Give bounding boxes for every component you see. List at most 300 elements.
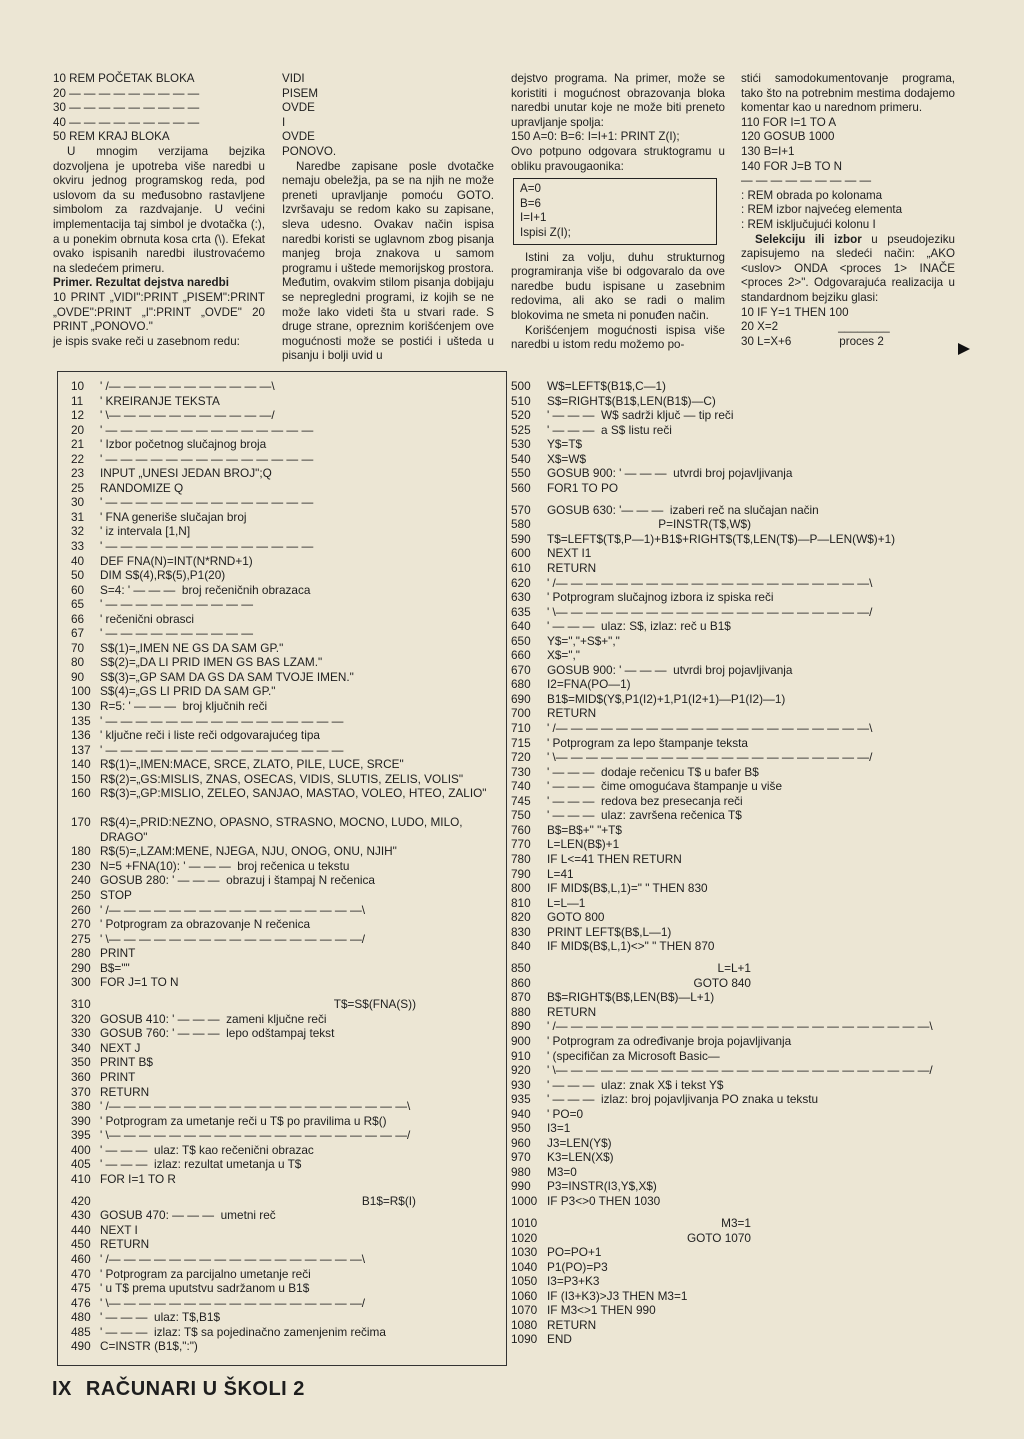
statement: ' Potprogram za obrazovanje N rečenica	[100, 917, 311, 932]
listing-line	[511, 990, 951, 1005]
listing-line	[511, 1049, 951, 1064]
code-line: B=6	[520, 196, 541, 210]
line-number: 66	[71, 611, 85, 626]
statement: B$=B$+" "+T$	[547, 822, 622, 837]
statement: IF MID$(B$,L,1)<>" " THEN 870	[547, 939, 715, 954]
line-number: 275	[71, 931, 91, 946]
statement: PRINT B$	[100, 1055, 153, 1070]
statement: S$(4)=„GS LI PRID DA SAM GP."	[100, 684, 276, 699]
code-line: : REM izbor najvećeg elementa	[741, 203, 903, 217]
line-number: 850	[511, 961, 531, 976]
listing-line	[71, 1157, 496, 1172]
listing-line	[511, 379, 951, 394]
code-line: PISEM	[282, 86, 319, 100]
listing-line	[511, 1260, 951, 1275]
line-number: 745	[511, 793, 531, 808]
statement: ' — — — — — — — — — — — — — —	[100, 422, 314, 437]
listing-line	[71, 815, 496, 844]
line-number: 25	[71, 480, 85, 495]
listing-line	[71, 1128, 496, 1143]
example-label: Primer.	[53, 276, 93, 290]
listing-line	[511, 1005, 951, 1020]
selection-text: u pseudojeziku zapisujemo na sledeći način: „AKO <uslov> ONDA <proces 1> INAČE <proces 2>". Odgovarajuća realizacija u standardnom bejziku glasi:	[741, 232, 955, 304]
statement: ' /— — — — — — — — — — — — — — — — —\	[100, 1251, 366, 1266]
statement: ' /— — — — — — — — — — — — — — — — — — — —\	[100, 1099, 411, 1114]
statement: I2=FNA(PO—1)	[547, 677, 631, 692]
statement: ' Potprogram za parcijalno umetanje reči	[100, 1266, 311, 1281]
statement: ' Izbor početnog slučajnog broja	[100, 437, 267, 452]
line-number: 610	[511, 561, 531, 576]
line-number: 485	[71, 1324, 91, 1339]
statement: ' — — — ulaz: završena rečenica T$	[547, 808, 742, 823]
statement: NEXT I	[100, 1222, 138, 1237]
line-number: 90	[71, 669, 85, 684]
listing-line	[71, 452, 496, 467]
listing-line	[71, 1296, 496, 1311]
listing-line	[71, 495, 496, 510]
listing-line	[511, 721, 951, 736]
line-number: 635	[511, 604, 531, 619]
line-number: 430	[71, 1208, 91, 1223]
statement: ' — — — čime omogućava štampanje u više	[547, 779, 783, 794]
statement: GOSUB 470: — — — umetni reč	[100, 1208, 276, 1223]
line-number: 715	[511, 735, 531, 750]
statement: I3=P3+K3	[547, 1274, 600, 1289]
line-number: 230	[71, 858, 91, 873]
code-line: : REM obrada po kolonama	[741, 188, 883, 202]
statement: R$(2)=„GS:MISLIS, ZNAS, OSECAS, VIDIS, SLUTIS, ZELIS, VOLIS"	[100, 771, 464, 786]
listing-line	[511, 837, 951, 852]
line-number: 33	[71, 539, 85, 554]
listing-line	[511, 394, 951, 409]
statement: L=L—1	[547, 895, 586, 910]
listing-line	[511, 736, 951, 751]
listing-line	[511, 517, 951, 532]
line-number: 136	[71, 728, 91, 743]
code-line: — — — — — — — — —	[741, 174, 872, 188]
listing-line	[71, 1223, 496, 1238]
line-number: 130	[71, 699, 91, 714]
statement: R$(1)=„IMEN:MACE, SRCE, ZLATO, PILE, LUCE, SRCE"	[100, 757, 404, 772]
listing-line	[71, 728, 496, 743]
statement: IF (I3+K3)>J3 THEN M3=1	[547, 1288, 688, 1303]
listing-line	[511, 481, 951, 496]
listing-line	[511, 1165, 951, 1180]
text-column-4	[741, 72, 955, 349]
statement: RANDOMIZE Q	[100, 480, 184, 495]
listing-line	[511, 1121, 951, 1136]
line-number: 790	[511, 866, 531, 881]
statement: ' /— — — — — — — — — — —\	[100, 379, 275, 393]
listing-line	[71, 554, 496, 569]
statement: T$=S$(FNA(S))	[333, 997, 416, 1012]
statement: M3=0	[547, 1164, 577, 1179]
line-number: 870	[511, 990, 531, 1005]
statement: GOSUB 900: ' — — — utvrdi broj pojavljivanja	[547, 466, 793, 481]
paragraph: Ovo potpuno odgovara struktogramu u obliku pravougaonika:	[511, 144, 725, 173]
listing-line	[511, 867, 951, 882]
listing-line	[71, 1267, 496, 1282]
statement: ' — — — ulaz: T$ kao rečenični obrazac	[100, 1142, 314, 1157]
listing-line	[511, 1332, 951, 1347]
line-number: 390	[71, 1113, 91, 1128]
paragraph: Istini za volju, duhu strukturnog programiranja više bi odgovaralo da ove naredbe budu ispisane u zasebnim redovima, ali ako se radi o malim blokovima ne smeta ni ponuđen način.	[511, 250, 725, 322]
listing-line	[71, 1310, 496, 1325]
listing-line	[71, 714, 496, 729]
statement: IF M3<>1 THEN 990	[547, 1303, 656, 1318]
listing-line	[71, 466, 496, 481]
listing-line	[71, 539, 496, 554]
line-number: 990	[511, 1179, 531, 1194]
line-number: 830	[511, 924, 531, 939]
statement: ' Potprogram za određivanje broja pojavljivanja	[547, 1033, 792, 1048]
paragraph: stići samodokumentovanje programa, tako što na potrebnim mestima dodajemo komentar kao u narednom primeru.	[741, 72, 955, 115]
statement: IF P3<>0 THEN 1030	[547, 1193, 661, 1208]
line-number: 260	[71, 902, 91, 917]
statement: GOTO 1070	[686, 1230, 751, 1245]
line-number: 1060	[511, 1288, 538, 1303]
statement: P=INSTR(T$,W$)	[658, 517, 751, 532]
line-number: 405	[71, 1157, 91, 1172]
line-number: 395	[71, 1128, 91, 1143]
line-number: 350	[71, 1055, 91, 1070]
listing-line	[511, 881, 951, 896]
statement: S=4: ' — — — broj rečeničnih obrazaca	[100, 582, 311, 597]
line-number: 810	[511, 895, 531, 910]
statement: INPUT „UNESI JEDAN BROJ";Q	[100, 466, 272, 481]
selection-heading: Selekciju ili izbor	[755, 232, 862, 246]
line-number: 65	[71, 597, 85, 612]
code-line: 30 — — — — — — — — —	[53, 101, 200, 115]
line-number: 1010	[511, 1215, 538, 1230]
code-text: 30 L=X+6	[741, 334, 792, 348]
listing-line	[71, 844, 496, 859]
line-number: 860	[511, 975, 531, 990]
statement: ' /— — — — — — — — — — — — — — — — — — — — — — — — —\	[547, 1019, 933, 1034]
listing-line	[511, 619, 951, 634]
statement: B$=""	[100, 960, 130, 975]
line-number: 820	[511, 910, 531, 925]
statement: RETURN	[100, 1237, 150, 1252]
line-number: 180	[71, 844, 91, 859]
line-number: 550	[511, 466, 531, 481]
line-number: 690	[511, 691, 531, 706]
listing-line	[511, 1179, 951, 1194]
line-number: 300	[71, 975, 91, 990]
statement: J3=LEN(Y$)	[547, 1135, 612, 1150]
code-line: 40 — — — — — — — — —	[53, 115, 200, 129]
line-number: 540	[511, 451, 531, 466]
statement: ' rečenični obrasci	[100, 611, 195, 626]
statement: GOSUB 410: ' — — — zameni ključne reči	[100, 1011, 327, 1026]
paragraph: Korišćenjem mogućnosti ispisa više naredbi u istom redu možemo po-	[511, 323, 725, 352]
line-number: 950	[511, 1121, 531, 1136]
code-line: 110 FOR I=1 TO A	[741, 115, 837, 129]
statement: ' FNA generiše slučajan broj	[100, 509, 247, 524]
statement: ' Potprogram za umetanje reči u T$ po pravilima u R$()	[100, 1113, 387, 1128]
line-number: 32	[71, 524, 85, 539]
line-number: 1030	[511, 1245, 538, 1260]
program-listing-left	[71, 379, 496, 1354]
statement: ' — — — ulaz: znak X$ i tekst Y$	[547, 1077, 724, 1092]
statement: L=L+1	[717, 961, 751, 976]
line-number: 480	[71, 1310, 91, 1325]
listing-line	[71, 975, 496, 990]
statement: X$=W$	[547, 451, 587, 466]
code-line: 50 REM KRAJ BLOKA	[53, 130, 170, 144]
code-line: A=0	[520, 182, 541, 196]
statement: ' /— — — — — — — — — — — — — — — — —\	[100, 902, 366, 917]
statement: ' \— — — — — — — — — — — — — — — — — — — — — — — — —/	[547, 1063, 933, 1078]
statement: ' — — — redova bez presecanja reči	[547, 793, 743, 808]
listing-line	[71, 524, 496, 539]
statement: NEXT J	[100, 1040, 141, 1055]
page-number: IX	[52, 1378, 72, 1400]
line-number: 360	[71, 1069, 91, 1084]
listing-line	[511, 452, 951, 467]
listing-line	[71, 568, 496, 583]
line-number: 930	[511, 1077, 531, 1092]
listing-line	[511, 1318, 951, 1333]
line-number: 940	[511, 1106, 531, 1121]
statement: L=41	[547, 866, 574, 881]
statement: FOR1 TO PO	[547, 480, 619, 495]
line-number: 840	[511, 939, 531, 954]
listing-line	[71, 1281, 496, 1296]
code-line	[741, 335, 955, 350]
listing-line	[71, 670, 496, 685]
paragraph: U mnogim verzijama bejzika dozvoljena je upotreba više naredbi u okviru jednog programskog reda, pod uslovom da su međusobno rastavljene simbolom za razdvajanje. U većini implementacija taj simbol je dvotačka (:), a u ponekim obrnuta kosa crta (\). Efekat ovako ispisanih naredbi ilustrovaćemo na sledećem primeru.	[53, 144, 265, 275]
statement: ' \— — — — — — — — — — — — — — — — — — — — —/	[547, 604, 873, 619]
line-number: 340	[71, 1040, 91, 1055]
line-number: 525	[511, 422, 531, 437]
listing-line	[71, 1070, 496, 1085]
paragraph: Naredbe zapisane posle dvotačke nemaju obeležja, pa se na njih ne može preneti upravljanje pomoću GOTO. Izvršavaju se redom kako su zapisane, sleva udesno. Ovakav način ispisa naredbi koristi se uglavnom zbog pisanja manjeg broja znakova u samom programu i uštede memorijskog prostora. Međutim, ovakvim stilom pisanja dobijaju se nepregledni programi, iz kojih se ne može lako videti šta u stvari rade. S druge strane, opreznim korišćenjem ove mogućnosti može se postići i ušteda u pisanju i bolji uvid u	[282, 159, 494, 363]
line-number: 560	[511, 480, 531, 495]
line-number: 12	[71, 408, 85, 423]
listing-line	[511, 561, 951, 576]
listing-line	[511, 1107, 951, 1122]
statement: P3=INSTR(I3,Y$,X$)	[547, 1179, 657, 1194]
statement: ' /— — — — — — — — — — — — — — — — — — — — —\	[547, 575, 873, 590]
line-number: 30	[71, 495, 85, 510]
line-number: 160	[71, 786, 91, 801]
structogram-box	[513, 178, 717, 244]
listing-line	[511, 794, 951, 809]
listing-line	[511, 1245, 951, 1260]
line-number: 580	[511, 517, 531, 532]
listing-line	[71, 859, 496, 874]
line-number: 1040	[511, 1259, 538, 1274]
line-number: 650	[511, 633, 531, 648]
listing-line	[511, 1063, 951, 1078]
text-column-3	[511, 72, 725, 353]
line-number: 420	[71, 1193, 91, 1208]
line-number: 21	[71, 437, 85, 452]
listing-line	[71, 1085, 496, 1100]
line-number: 910	[511, 1048, 531, 1063]
listing-line	[511, 423, 951, 438]
line-number: 400	[71, 1142, 91, 1157]
code-line: 10 IF Y=1 THEN 100	[741, 305, 849, 319]
listing-line	[71, 641, 496, 656]
listing-line	[511, 677, 951, 692]
listing-line	[71, 510, 496, 525]
statement: PRINT	[100, 1069, 136, 1084]
line-number: 476	[71, 1295, 91, 1310]
listing-line	[511, 532, 951, 547]
statement: PRINT LEFT$(B$,L—1)	[547, 924, 672, 939]
listing-line	[511, 1231, 951, 1246]
line-number: 80	[71, 655, 85, 670]
line-number: 60	[71, 582, 85, 597]
statement: GOSUB 760: ' — — — lepo odštampaj tekst	[100, 1026, 335, 1041]
listing-line	[511, 925, 951, 940]
listing-line	[511, 1194, 951, 1209]
line-number: 1050	[511, 1274, 538, 1289]
statement: ' — — — — — — — — — — — — — —	[100, 495, 314, 510]
statement: GOSUB 900: ' — — — utvrdi broj pojavljivanja	[547, 662, 793, 677]
line-number: 900	[511, 1033, 531, 1048]
statement: DEF FNA(N)=INT(N*RND+1)	[100, 553, 253, 568]
line-number: 750	[511, 808, 531, 823]
statement: ' \— — — — — — — — — — —/	[100, 408, 275, 423]
line-number: 31	[71, 509, 85, 524]
listing-line	[71, 597, 496, 612]
listing-line	[511, 576, 951, 591]
listing-line	[71, 772, 496, 787]
statement: PRINT	[100, 946, 136, 961]
listing-line	[71, 1172, 496, 1187]
line-number: 330	[71, 1026, 91, 1041]
line-number: 1020	[511, 1230, 538, 1245]
listing-line	[71, 946, 496, 961]
line-number: 67	[71, 626, 85, 641]
statement: RETURN	[547, 706, 597, 721]
if-example	[741, 306, 955, 350]
code-line: 130 B=I+1	[741, 144, 795, 158]
line-number: 70	[71, 640, 85, 655]
listing-line	[511, 896, 951, 911]
text-column-1	[53, 72, 265, 349]
listing-line	[511, 823, 951, 838]
statement: ' PO=0	[547, 1106, 584, 1121]
statement: FOR J=1 TO N	[100, 975, 179, 990]
statement: ' \— — — — — — — — — — — — — — — — — — — — —/	[547, 750, 873, 765]
code-line: PONOVO.	[282, 144, 337, 158]
listing-line	[71, 1099, 496, 1114]
listing-line	[71, 1041, 496, 1056]
listing-line	[71, 917, 496, 932]
line-number: 470	[71, 1266, 91, 1281]
statement: ' \— — — — — — — — — — — — — — — — —/	[100, 1295, 366, 1310]
statement: B1$=MID$(Y$,P1(I2)+1,P1(I2+1)—P1(I2)—1)	[547, 691, 786, 706]
magazine-title: RAČUNARI U ŠKOLI 2	[85, 1378, 305, 1400]
listing-line	[71, 1252, 496, 1267]
line-number: 880	[511, 1004, 531, 1019]
statement: R=5: ' — — — broj ključnih reči	[100, 699, 268, 714]
line-number: 380	[71, 1099, 91, 1114]
statement: R$(5)=„LZAM:MENE, NJEGA, NJU, ONOG, ONU, NJIH"	[100, 844, 397, 859]
continue-arrow-icon	[958, 343, 970, 355]
line-number: 460	[71, 1251, 91, 1266]
listing-line	[511, 852, 951, 867]
code-line: I	[282, 115, 286, 129]
line-number: 680	[511, 677, 531, 692]
statement: C=INSTR (B1$,":")	[100, 1339, 198, 1354]
line-number: 100	[71, 684, 91, 699]
example-paragraph	[53, 276, 265, 291]
statement: ' — — — izlaz: T$ sa pojedinačno zamenjenim rečima	[100, 1324, 386, 1339]
listing-line	[511, 495, 951, 517]
comment-code-example	[741, 116, 955, 233]
statement: ' Potprogram za lepo štampanje teksta	[547, 735, 748, 750]
listing-line	[71, 1114, 496, 1129]
line-number: 320	[71, 1011, 91, 1026]
listing-line	[71, 961, 496, 976]
line-number: 1070	[511, 1303, 538, 1318]
listing-line	[511, 1136, 951, 1151]
listing-line	[511, 437, 951, 452]
listing-line	[511, 779, 951, 794]
line-number: 450	[71, 1237, 91, 1252]
listing-line	[71, 655, 496, 670]
listing-line	[511, 692, 951, 707]
line-number: 620	[511, 575, 531, 590]
listing-line	[71, 903, 496, 918]
program-listing-right	[511, 379, 951, 1347]
line-number: 570	[511, 502, 531, 517]
listing-line	[511, 939, 951, 954]
statement: ' ključne reči i liste reči odgovarajućeg tipa	[100, 728, 320, 743]
listing-line	[71, 1325, 496, 1340]
statement: X$=","	[547, 648, 580, 663]
statement: ' KREIRANJE TEKSTA	[100, 393, 220, 408]
listing-line	[71, 437, 496, 452]
statement: GOTO 840	[693, 975, 751, 990]
statement: ' — — — — — — — — — —	[100, 597, 253, 612]
listing-line	[511, 1092, 951, 1107]
statement: ' — — — izlaz: broj pojavljivanja PO znaka u tekstu	[547, 1092, 819, 1107]
statement: S$=RIGHT$(B1$,LEN(B1$)—C)	[547, 393, 716, 408]
statement: GOSUB 280: ' — — — obrazuj i štampaj N rečenica	[100, 873, 375, 888]
listing-line	[71, 873, 496, 888]
line-number: 760	[511, 822, 531, 837]
line-number: 670	[511, 662, 531, 677]
statement: M3=1	[721, 1215, 751, 1230]
line-number: 920	[511, 1063, 531, 1078]
listing-line	[71, 1208, 496, 1223]
line-number: 970	[511, 1150, 531, 1165]
listing-line	[511, 1019, 951, 1034]
statement: ' — — — — — — — — — —	[100, 626, 253, 641]
listing-line	[511, 605, 951, 620]
statement: I3=1	[547, 1121, 571, 1136]
listing-line	[511, 976, 951, 991]
code-line: 140 FOR J=B TO N	[741, 159, 843, 173]
listing-line	[71, 684, 496, 699]
line-number: 530	[511, 437, 531, 452]
code-line: 150 A=0: B=6: I=I+1: PRINT Z(I);	[511, 130, 680, 144]
statement: S$(1)=„IMEN NE GS DA SAM GP."	[100, 640, 284, 655]
line-number: 780	[511, 851, 531, 866]
line-number: 1000	[511, 1193, 538, 1208]
line-number: 700	[511, 706, 531, 721]
listing-line	[71, 932, 496, 947]
listing-line	[511, 546, 951, 561]
listing-line	[511, 1289, 951, 1304]
statement: RETURN	[547, 1004, 597, 1019]
